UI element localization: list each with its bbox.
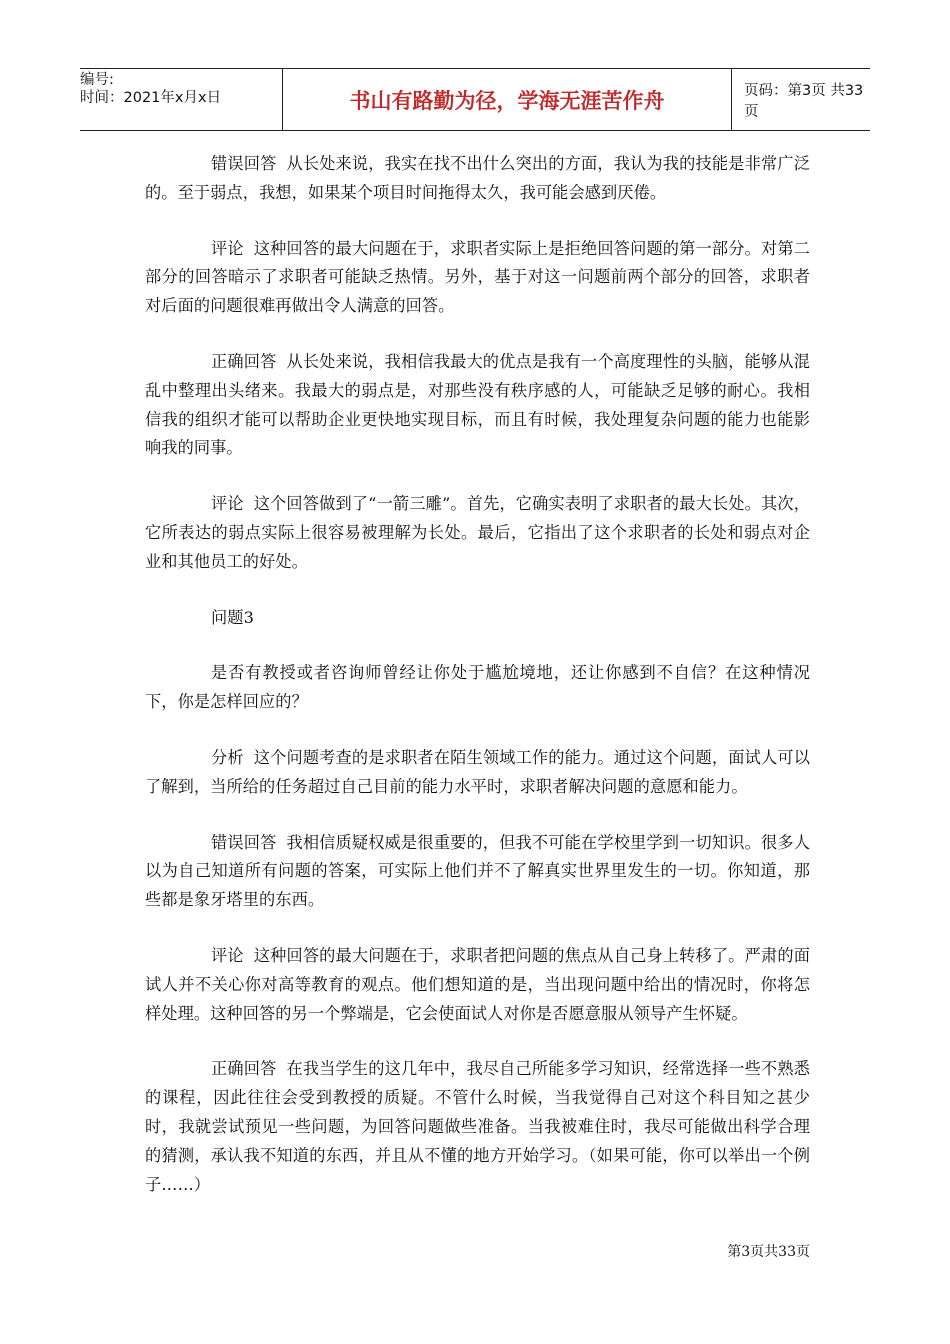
paragraph-text: 从长处来说，我实在找不出什么突出的方面，我认为我的技能是非常广泛的。至于弱点，我想，如果某个项目时间拖得太久，我可能会感到厌倦。 <box>145 154 810 202</box>
header-page-info: 页码：第3页 共33页 <box>744 82 864 120</box>
paragraph-lead: 分析 <box>211 747 244 767</box>
date-label: 时间：2021年x月x日 <box>80 90 222 106</box>
paragraph-text: 问题3 <box>211 607 254 627</box>
paragraph-text: 在我当学生的这几年中，我尽自己所能多学习知识，经常选择一些不熟悉的课程，因此往往会受到教授的质疑。不管什么时候，当我觉得自己对这个科目知之甚少时，我就尝试预见一些问题，为回答问题做些准备。当我被难住时，我尽可能做出科学合理的猜测，承认我不知道的东西，并且从不懂的地方开始学习。（如果可能，你可以举出一个例子……） <box>145 1059 810 1194</box>
paragraph-lead: 评论 <box>211 238 244 258</box>
document-body <box>145 150 810 1226</box>
paragraph <box>145 348 810 463</box>
paragraph-lead: 错误回答 <box>211 832 277 852</box>
paragraph <box>145 942 810 1028</box>
paragraph-text: 我相信质疑权威是很重要的，但我不可能在学校里学到一切知识。很多人以为自己知道所有问题的答案，可实际上他们并不了解真实世界里发生的一切。你知道，那些都是象牙塔里的东西。 <box>145 832 810 910</box>
paragraph-text: 这种回答的最大问题在于，求职者实际上是拒绝回答问题的第一部分。对第二部分的回答暗示了求职者可能缺乏热情。另外，基于对这一问题前两个部分的回答，求职者对后面的问题很难再做出令人满意的回答。 <box>145 238 810 316</box>
paragraph-text: 是否有教授或者咨询师曾经让你处于尴尬境地，还让你感到不自信？在这种情况下，你是怎样回应的？ <box>145 663 810 712</box>
paragraph-lead: 评论 <box>211 945 244 965</box>
paragraph <box>145 235 810 321</box>
number-label: 编号: <box>80 72 114 88</box>
page-footer: 第3页共33页 <box>727 1244 810 1260</box>
header-motto: 书山有路勤为径，学海无涯苦作舟 <box>282 69 732 130</box>
paragraph <box>145 150 810 208</box>
paragraph-lead: 正确回答 <box>211 351 277 371</box>
paragraph-text: 这个问题考查的是求职者在陌生领域工作的能力。通过这个问题，面试人可以了解到，当所给的任务超过自己目前的能力水平时，求职者解决问题的意愿和能力。 <box>145 747 810 796</box>
page-header <box>80 68 870 131</box>
paragraph-lead: 正确回答 <box>211 1059 277 1079</box>
header-meta <box>80 69 282 130</box>
paragraph-text: 这个回答做到了“一箭三雕”。首先，它确实表明了求职者的最大长处。其次，它所表达的弱点实际上很容易被理解为长处。最后，它指出了这个求职者的长处和弱点对企业和其他员工的好处。 <box>145 494 810 571</box>
paragraph <box>145 829 810 915</box>
paragraph-lead: 评论 <box>211 494 244 514</box>
question-text <box>145 659 810 717</box>
paragraph <box>145 744 810 802</box>
paragraph <box>145 490 810 576</box>
paragraph <box>145 1055 810 1199</box>
question-heading <box>145 604 810 633</box>
paragraph-lead: 错误回答 <box>211 154 277 173</box>
paragraph-text: 从长处来说，我相信我最大的优点是我有一个高度理性的头脑，能够从混乱中整理出头绪来。我最大的弱点是，对那些没有秩序感的人，可能缺乏足够的耐心。我相信我的组织才能可以帮助企业更快地实现目标，而且有时候，我处理复杂问题的能力也能影响我的同事。 <box>145 351 810 458</box>
paragraph-text: 这种回答的最大问题在于，求职者把问题的焦点从自己身上转移了。严肃的面试人并不关心你对高等教育的观点。他们想知道的是，当出现问题中给出的情况时，你将怎样处理。这种回答的另一个弊端是，它会使面试人对你是否愿意服从领导产生怀疑。 <box>145 945 810 1023</box>
